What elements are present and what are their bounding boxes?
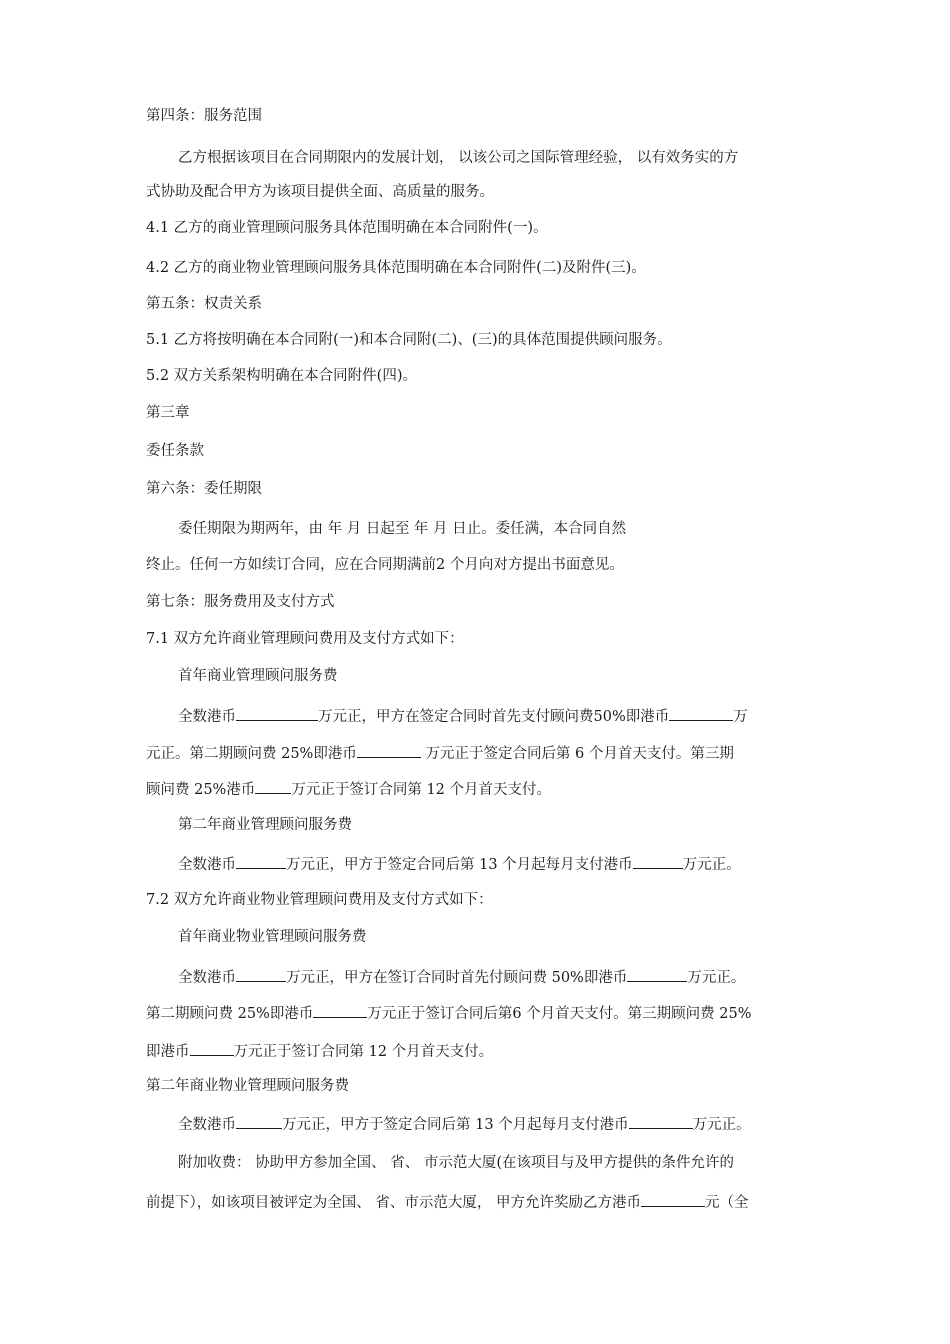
clause-7-1: 7.1 双方允许商业管理顾问费用及支付方式如下： bbox=[146, 631, 464, 647]
blank-field[interactable] bbox=[313, 1002, 367, 1018]
paragraph-line: 委任期限为期两年，由 年 月 日起至 年 月 日止。委任满，本合同自然 bbox=[178, 521, 627, 537]
subheading: 第二年商业物业管理顾问服务费 bbox=[146, 1078, 349, 1094]
clause-7-2: 7.2 双方允许商业物业管理顾问费用及支付方式如下： bbox=[146, 892, 493, 908]
fee-line: 即港币 万元正于签订合同第 12 个月首天支付。 bbox=[146, 1040, 816, 1062]
article-6-heading: 第六条：委任期限 bbox=[146, 481, 262, 497]
blank-field[interactable] bbox=[627, 966, 687, 982]
blank-field[interactable] bbox=[255, 778, 291, 794]
clause-5-1: 5.1 乙方将按明确在本合同附(一)和本合同附(二)、(三)的具体范围提供顾问服务。 bbox=[146, 332, 672, 348]
fee-line: 全数港币 万元正，甲方在签定合同时首先支付顾问费50%即港币 万 bbox=[178, 705, 818, 727]
paragraph-line: 附加收费： 协助甲方参加全国、 省、 市示范大厦(在该项目与及甲方提供的条件允许的 bbox=[178, 1155, 734, 1171]
blank-field[interactable] bbox=[236, 853, 286, 869]
clause-4-2: 4.2 乙方的商业物业管理顾问服务具体范围明确在本合同附件(二)及附件(三)。 bbox=[146, 260, 646, 276]
blank-field[interactable] bbox=[357, 742, 421, 758]
fee-line: 全数港币 万元正，甲方在签订合同时首先付顾问费 50%即港币 万元正。 bbox=[178, 966, 818, 988]
subheading: 首年商业管理顾问服务费 bbox=[178, 668, 338, 684]
subheading: 第二年商业管理顾问服务费 bbox=[178, 817, 352, 833]
blank-field[interactable] bbox=[669, 705, 733, 721]
paragraph-line: 乙方根据该项目在合同期限内的发展计划， 以该公司之国际管理经验， 以有效务实的方 bbox=[178, 150, 739, 166]
blank-field[interactable] bbox=[629, 1113, 693, 1129]
paragraph-line: 终止。任何一方如续订合同，应在合同期满前2 个月向对方提出书面意见。 bbox=[146, 557, 624, 573]
fee-line: 顾问费 25%港币 万元正于签订合同第 12 个月首天支付。 bbox=[146, 778, 816, 800]
article-4-heading: 第四条：服务范围 bbox=[146, 108, 262, 124]
clause-4-1: 4.1 乙方的商业管理顾问服务具体范围明确在本合同附件(一)。 bbox=[146, 220, 548, 236]
paragraph-line: 前提下），如该项目被评定为全国、 省、市示范大厦， 甲方允许奖励乙方港币 元（全 bbox=[146, 1191, 816, 1213]
fee-line: 全数港币 万元正，甲方于签定合同后第 13 个月起每月支付港币 万元正。 bbox=[178, 853, 818, 875]
blank-field[interactable] bbox=[236, 966, 286, 982]
chapter-title: 委任条款 bbox=[146, 443, 204, 459]
blank-field[interactable] bbox=[190, 1040, 234, 1056]
blank-field[interactable] bbox=[633, 853, 683, 869]
clause-5-2: 5.2 双方关系架构明确在本合同附件(四)。 bbox=[146, 368, 417, 384]
fee-line: 第二期顾问费 25%即港币 万元正于签订合同后第6 个月首天支付。第三期顾问费 25% bbox=[146, 1002, 816, 1024]
article-7-heading: 第七条：服务费用及支付方式 bbox=[146, 594, 335, 610]
fee-line: 元正。第二期顾问费 25%即港币 万元正于签定合同后第 6 个月首天支付。第三期 bbox=[146, 742, 816, 764]
article-5-heading: 第五条：权责关系 bbox=[146, 296, 262, 312]
subheading: 首年商业物业管理顾问服务费 bbox=[178, 929, 367, 945]
chapter-3-heading: 第三章 bbox=[146, 405, 190, 421]
paragraph-line: 式协助及配合甲方为该项目提供全面、高质量的服务。 bbox=[146, 184, 494, 200]
blank-field[interactable] bbox=[236, 1113, 282, 1129]
fee-line: 全数港币 万元正，甲方于签定合同后第 13 个月起每月支付港币 万元正。 bbox=[178, 1113, 818, 1135]
blank-field[interactable] bbox=[236, 705, 318, 721]
blank-field[interactable] bbox=[641, 1191, 705, 1207]
